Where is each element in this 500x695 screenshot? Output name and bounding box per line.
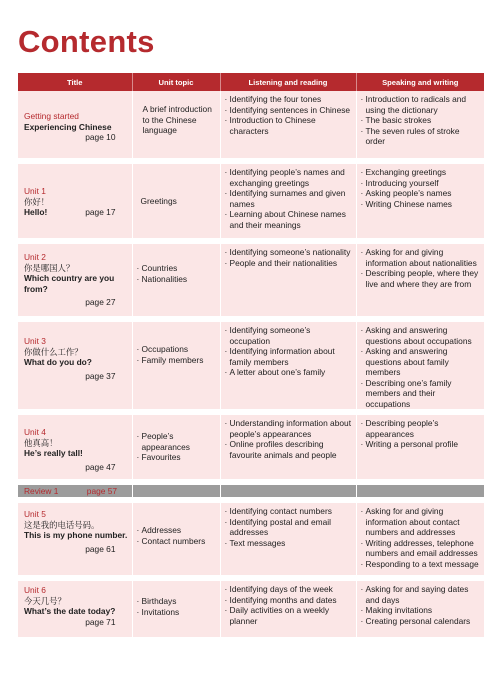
list-item: · Describing people, where they live and where they are from (361, 268, 482, 289)
unit-label: Unit 2 (24, 252, 46, 262)
unit-title-en: Which country are you from? (24, 273, 115, 294)
list-item: · Identifying months and dates (225, 595, 353, 606)
title-cell (18, 319, 132, 412)
unit-title-zh: 今天几号？ (24, 595, 66, 606)
list-item: · Identifying someone’s occupation (225, 325, 353, 346)
list-item: · Describing people’s appearances (361, 418, 482, 439)
speaking-cell (356, 500, 484, 578)
page-title: Contents (18, 24, 155, 59)
list-item: · People and their nationalities (225, 258, 353, 269)
list-item: · Identifying someone’s nationality (225, 247, 353, 258)
list-item: · Writing addresses, telephone numbers and email addresses (361, 538, 482, 559)
speaking-cell (356, 578, 484, 640)
list-item: · Asking and answering questions about family members (361, 346, 482, 378)
list-item: · Identifying postal and email addresses (225, 517, 353, 538)
header-listening: Listening and reading (220, 73, 356, 91)
listening-cell (220, 241, 356, 319)
list-item: · Identifying surnames and given names (225, 188, 353, 209)
page-ref: page 71 (85, 616, 116, 627)
list-item: · Asking people’s names (361, 188, 482, 199)
table-row (18, 500, 484, 578)
speaking-cell (356, 412, 484, 482)
unit-title-en: What do you do? (24, 357, 92, 367)
list-item: · Occupations (137, 344, 217, 355)
review-cell-empty (356, 482, 484, 500)
page-ref: page 47 (85, 461, 116, 472)
topic-cell (132, 319, 220, 412)
list-item: · Countries (137, 263, 217, 274)
list-item: · The basic strokes (361, 115, 482, 126)
page-ref: page 10 (85, 132, 116, 142)
title-cell (18, 578, 132, 640)
list-item: · Writing a personal profile (361, 439, 482, 450)
unit-label: Unit 1 (24, 186, 46, 196)
table-row (18, 241, 484, 319)
list-item: · Favourites (137, 452, 217, 463)
title-cell (18, 161, 132, 241)
list-item: · Describing one’s family members and their occupations (361, 378, 482, 410)
unit-title-en: What’s the date today? (24, 606, 116, 616)
list-item: · Asking for and giving information about nationalities (361, 247, 482, 268)
list-item: · Responding to a text message (361, 559, 482, 570)
topic-text: Greetings (140, 196, 177, 206)
list-item: · Contact numbers (137, 536, 217, 547)
listening-cell (220, 500, 356, 578)
list-item: · Introducing yourself (361, 178, 482, 189)
review-label: Review 1 (24, 486, 59, 496)
topic-cell (132, 161, 220, 241)
unit-label: Unit 6 (24, 585, 46, 595)
list-item: · Identifying information about family members (225, 346, 353, 367)
list-item: · Identifying contact numbers (225, 506, 353, 517)
list-item: · Writing Chinese names (361, 199, 482, 210)
title-cell (18, 412, 132, 482)
list-item: · Learning about Chinese names and their meanings (225, 209, 353, 230)
table-row (18, 412, 484, 482)
list-item: · Birthdays (137, 596, 217, 607)
list-item: · Making invitations (361, 605, 482, 616)
table-row (18, 161, 484, 241)
list-item: · Nationalities (137, 274, 217, 285)
list-item: · Identifying sentences in Chinese (225, 105, 353, 116)
unit-label: Unit 3 (24, 336, 46, 346)
topic-cell (132, 578, 220, 640)
list-item: · Exchanging greetings (361, 167, 482, 178)
title-cell (18, 91, 132, 161)
review-cell-empty (220, 482, 356, 500)
unit-title-zh: 你好！ (24, 196, 50, 207)
unit-title-en: Hello! (24, 207, 48, 217)
table-row (18, 578, 484, 640)
title-cell (18, 241, 132, 319)
list-item: · Online profiles describing favourite animals and people (225, 439, 353, 460)
review-page: page 57 (86, 486, 118, 496)
unit-title-zh: 你做什么工作？ (24, 346, 83, 357)
topic-cell (132, 500, 220, 578)
title-cell (18, 500, 132, 578)
list-item: · Identifying the four tones (225, 94, 353, 105)
page-ref: page 27 (85, 297, 116, 307)
list-item: · Identifying people’s names and exchanging greetings (225, 167, 353, 188)
list-item: · People’s appearances (137, 431, 217, 452)
unit-title-zh: 你是哪国人？ (24, 262, 75, 273)
list-item: · Introduction to Chinese characters (225, 115, 353, 136)
list-item: · Introduction to radicals and using the dictionary (361, 94, 482, 115)
review-cell (18, 482, 132, 500)
header-topic: Unit topic (132, 73, 220, 91)
speaking-cell (356, 91, 484, 161)
speaking-cell (356, 161, 484, 241)
topic-text: A brief introduction to the Chinese language (142, 104, 212, 135)
page-ref: page 61 (85, 543, 116, 554)
list-item: · Asking and answering questions about occupations (361, 325, 482, 346)
review-cell-empty (132, 482, 220, 500)
list-item: · Creating personal calendars (361, 616, 482, 627)
unit-label: Getting started (24, 111, 79, 121)
listening-cell (220, 412, 356, 482)
unit-title-en: Experiencing Chinese (24, 121, 112, 132)
list-item: · A letter about one’s family (225, 367, 353, 378)
topic-cell (132, 91, 220, 161)
list-item: · Daily activities on a weekly planner (225, 605, 353, 626)
header-title: Title (18, 73, 132, 91)
unit-title-zh: 他真高！ (24, 437, 58, 448)
list-item: · Asking for and saying dates and days (361, 584, 482, 605)
unit-title-en: This is my phone number. (24, 530, 128, 540)
listening-cell (220, 161, 356, 241)
header-speaking: Speaking and writing (356, 73, 484, 91)
list-item: · The seven rules of stroke order (361, 126, 482, 147)
list-item: · Invitations (137, 607, 217, 618)
listening-cell (220, 91, 356, 161)
contents-table (18, 73, 484, 643)
unit-label: Unit 5 (24, 509, 46, 519)
list-item: · Understanding information about people’s appearances (225, 418, 353, 439)
list-item: · Text messages (225, 538, 353, 549)
table-row (18, 91, 484, 161)
listening-cell (220, 319, 356, 412)
unit-label: Unit 4 (24, 427, 46, 437)
table-header-row (18, 73, 484, 91)
table-row (18, 319, 484, 412)
page-ref: page 17 (85, 207, 116, 217)
unit-title-en: He’s really tall! (24, 448, 83, 458)
review-row (18, 482, 484, 500)
list-item: · Asking for and giving information about contact numbers and addresses (361, 506, 482, 538)
list-item: · Addresses (137, 525, 217, 536)
unit-title-zh: 这是我的电话号码。 (24, 519, 100, 530)
topic-cell (132, 412, 220, 482)
listening-cell (220, 578, 356, 640)
speaking-cell (356, 241, 484, 319)
page-ref: page 37 (85, 370, 116, 381)
speaking-cell (356, 319, 484, 412)
list-item: · Identifying days of the week (225, 584, 353, 595)
list-item: · Family members (137, 355, 217, 366)
topic-cell (132, 241, 220, 319)
